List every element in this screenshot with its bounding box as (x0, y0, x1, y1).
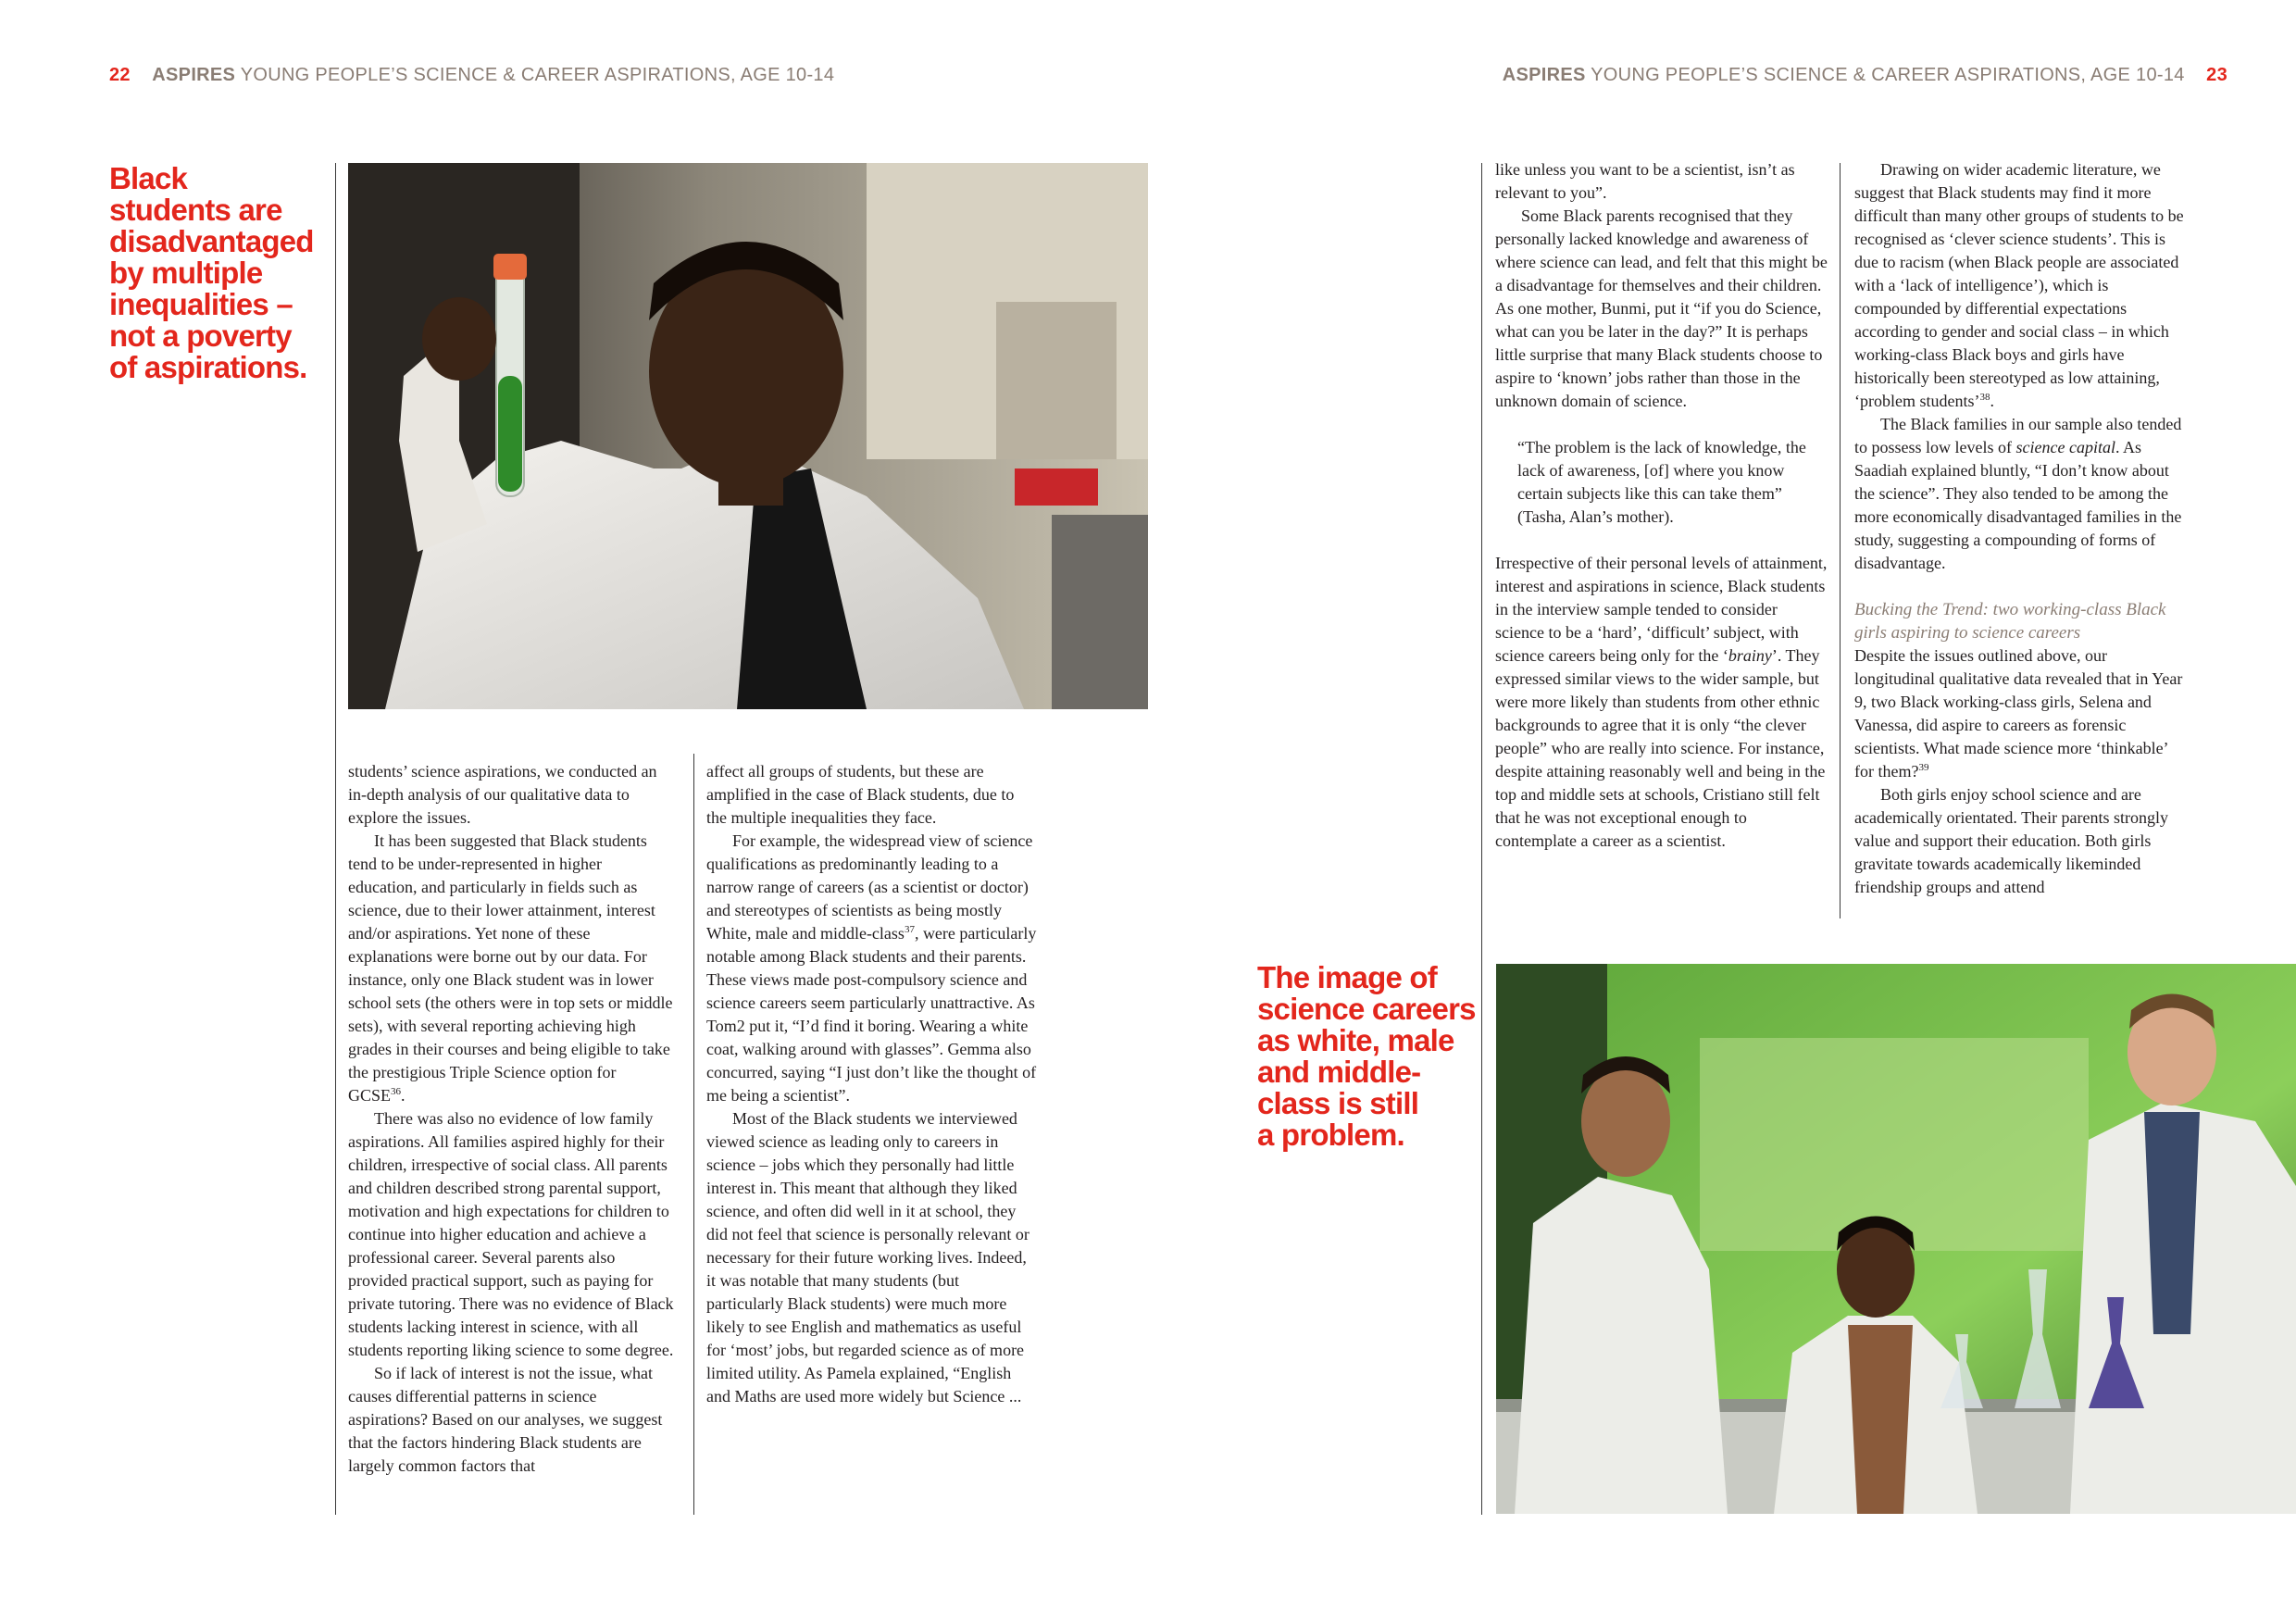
paragraph: There was also no evidence of low family aspirations. All families aspired highly for their children, irrespective of social class. All parents and children described strong parental support, motivation and high expectations for children to continue into higher education and achieve a professional career. Several parents also provided practical support, such as paying for private tutoring. There was no evidence of Black students lacking interest in science, with all students reporting liking science to some degree. (348, 1109, 674, 1359)
emphasis: science capital (2015, 438, 2115, 456)
pull-quote-line: a problem. (1257, 1118, 1404, 1152)
column-rule (1840, 163, 1841, 918)
paragraph: Both girls enjoy school science and are academically orientated. Their parents strongly value and support their education. Both girls gravitate towards academically likeminded friendship groups and attend (1854, 785, 2169, 896)
paragraph: So if lack of interest is not the issue, what causes differential patterns in science aspirations? Based on our analyses, we suggest that the factors hindering Black students are largely common factors that (348, 1364, 663, 1475)
text-column-2 (706, 760, 1037, 1408)
paragraph: Most of the Black students we interviewed viewed science as leading only to careers in science – jobs which they personally had little interest in. This meant that although they liked science, and often did well in it at school, they did not feel that science is personally relevant or necessary for their future working lives. Indeed, it was notable that many students (but particularly Black students) were much more likely to see English and mathematics as useful for ‘most’ jobs, but regarded science as of more limited utility. As Pamela explained, “English and Maths are used more widely but Science ... (706, 1109, 1029, 1405)
column-rule (693, 754, 694, 1515)
photo-student-test-tube (348, 163, 1148, 709)
paragraph: affect all groups of students, but these are amplified in the case of Black students, due to the multiple inequalities they face. (706, 762, 1015, 827)
pull-quote-line: by multiple (109, 256, 263, 290)
text-column-1 (348, 760, 674, 1478)
paragraph (1854, 644, 2188, 783)
page-header-left (109, 65, 834, 86)
paragraph: Some Black parents recognised that they personally lacked knowledge and awareness of where science can lead, and felt that this might be a disadvantage for themselves and their children. As one mother, Bunmi, put it “if you do Science, what can you be later in the day?” It is perhaps little surprise that many Black students choose to aspire to ‘known’ jobs rather than those in the unknown domain of science. (1495, 206, 1828, 410)
pull-quote-line: Black (109, 161, 188, 195)
paragraph-text: Despite the issues outlined above, our longitudinal qualitative data revealed that in Year 9, two Black working-class girls, Selena and Vanessa, did aspire to careers as forensic scientists. What made science more ‘thinkable’ for them? (1854, 646, 2183, 781)
paragraph (1495, 552, 1828, 853)
paragraph-text: Drawing on wider academic literature, we suggest that Black students may find it more difficult than many other groups of students to be recognised as ‘clever science students’. This is due to racism (when Black people are associated with a ‘lack of intelligence’), which is compounded by differential expectations according to gender and social class – in which working-class Black boys and girls have historically been stereotyped as low attaining, ‘problem students’ (1854, 160, 2184, 410)
pull-quote-line: not a poverty (109, 319, 292, 353)
footnote-ref: 38 (1979, 392, 1990, 403)
paragraph-text: . (1990, 392, 1994, 410)
footnote-ref: 36 (391, 1086, 402, 1097)
subheading: Bucking the Trend: two working-class Black girls aspiring to science careers (1854, 600, 2166, 643)
pull-quote-line: The image of (1257, 960, 1437, 994)
header-title: YOUNG PEOPLE’S SCIENCE & CAREER ASPIRATIONS, AGE 10-14 (240, 65, 835, 85)
brand-name: ASPIRES (152, 65, 236, 85)
paragraph (1854, 158, 2188, 413)
page-number: 23 (2206, 65, 2227, 85)
pull-quote-line: as white, male (1257, 1023, 1454, 1057)
header-title: YOUNG PEOPLE’S SCIENCE & CAREER ASPIRATIONS, AGE 10-14 (1591, 65, 2185, 85)
paragraph-text: ’. They expressed similar views to the wider sample, but were more likely than students from other ethnic backgrounds to agree that it is only “the clever people” who are really into science. For instance, despite attaining reasonably well and being in the top and middle sets at schools, Cristiano still felt that he was not exceptional enough to contemplate a career as a scientist. (1495, 646, 1826, 850)
photo-illustration (1496, 964, 2296, 1514)
pull-quote-line: and middle- (1257, 1055, 1421, 1089)
column-rule (1481, 163, 1482, 1515)
pull-quote-line: of aspirations. (109, 350, 307, 384)
pull-quote-left (109, 163, 314, 383)
column-rule (335, 163, 336, 1515)
text-column-3 (1495, 158, 1828, 853)
paragraph (706, 830, 1037, 1107)
page-number: 22 (109, 65, 131, 85)
footnote-ref: 39 (1918, 762, 1929, 773)
brand-name: ASPIRES (1502, 65, 1586, 85)
paragraph-text: For example, the widespread view of science qualifications as predominantly leading to a narrow range of careers (as a scientist or doctor) and stereotypes of scientists as being mostly White, male and middle-class (706, 831, 1033, 943)
paragraph (348, 830, 674, 1107)
paragraph-text: , were particularly notable among Black students and their parents. These views made post-compulsory science and science careers seem particularly unattractive. As Tom2 put it, “I’d find it boring. Wearing a white coat, walking around with glasses”. Gemma also concurred, saying “I just don’t like the thought of me being a scientist”. (706, 924, 1037, 1105)
pull-quote-line: class is still (1257, 1086, 1419, 1120)
pull-quote-line: students are (109, 193, 282, 227)
paragraph-text: The Black families in our sample also tended to possess low levels of (1854, 415, 2182, 456)
paragraph-text: It has been suggested that Black students tend to be under-represented in higher education, and particularly in fields such as science, due to their lower attainment, interest and/or aspirations. Yet none of these explanations were borne out by our data. For instance, only one Black student was in lower school sets (the others were in top sets or middle sets), with several reporting achieving high grades in their courses and being eligible to take the prestigious Triple Science option for GCSE (348, 831, 673, 1105)
photo-illustration (348, 163, 1148, 709)
pull-quote-right (1257, 962, 1476, 1151)
pull-quote-line: science careers (1257, 992, 1476, 1026)
text-column-4 (1854, 158, 2188, 899)
paragraph: like unless you want to be a scientist, isn’t as relevant to you”. (1495, 160, 1795, 202)
footnote-ref: 37 (904, 924, 915, 935)
paragraph (1854, 413, 2188, 575)
photo-lab-scientists (1496, 964, 2296, 1514)
paragraph-text: Irrespective of their personal levels of attainment, interest and aspirations in science, Black students in the interview sample tended to consider science to be a ‘hard’, ‘difficult’ subject, with science careers being only for the ‘ (1495, 554, 1828, 665)
pull-quote-line: disadvantaged (109, 224, 314, 258)
pull-quote-line: inequalities – (109, 287, 293, 321)
emphasis: brainy (1728, 646, 1772, 665)
paragraph-text: . As Saadiah explained bluntly, “I don’t know about the science”. They also tended to be among the more economically disadvantaged families in the study, suggesting a compounding of forms of disadvantage. (1854, 438, 2182, 572)
paragraph: students’ science aspirations, we conducted an in-depth analysis of our qualitative data to explore the issues. (348, 762, 657, 827)
page-header-right (1503, 65, 2227, 86)
block-quote: “The problem is the lack of knowledge, the lack of awareness, [of] where you know certain subjects like this can take them” (Tasha, Alan’s mother). (1517, 438, 1806, 526)
paragraph-text: . (401, 1086, 406, 1105)
